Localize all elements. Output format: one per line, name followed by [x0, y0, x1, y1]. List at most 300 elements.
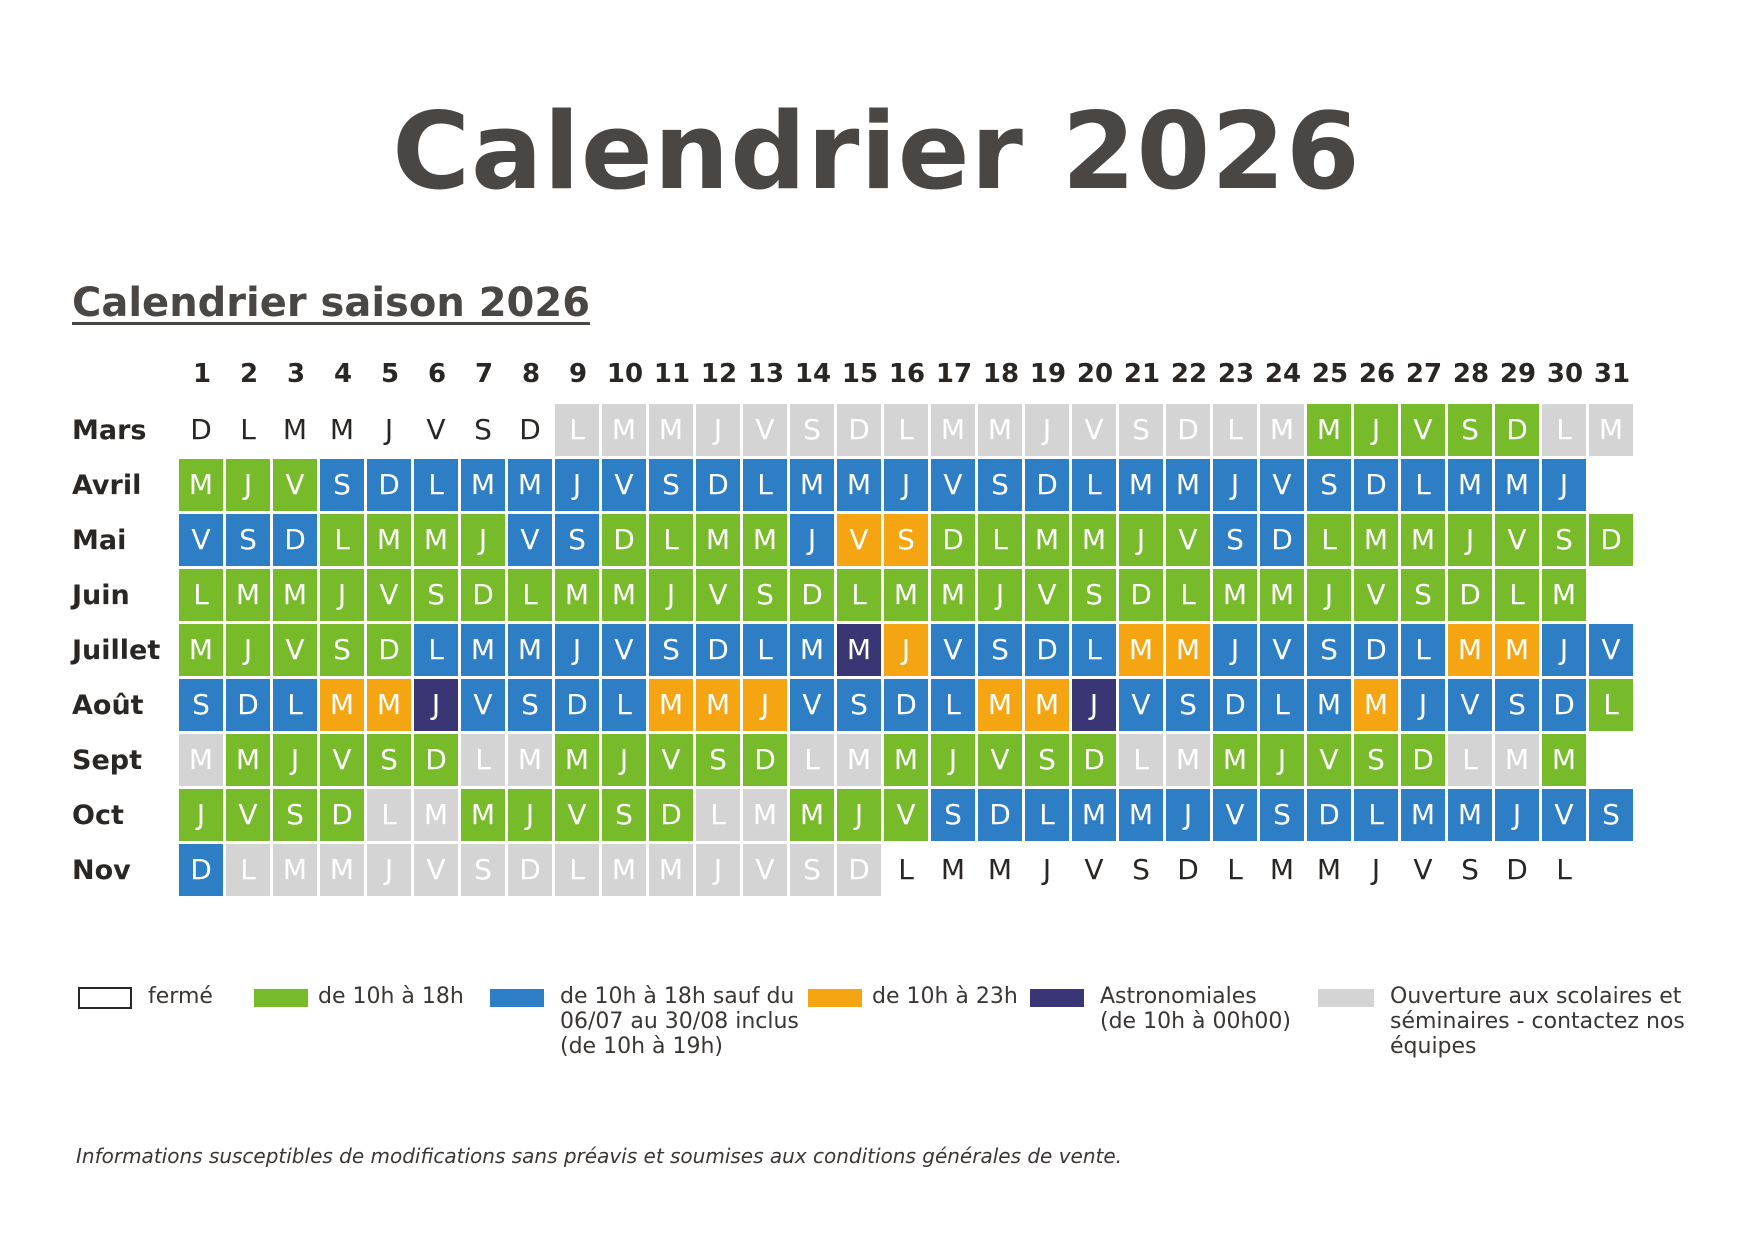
day-cell: D	[508, 844, 554, 898]
day-cell: L	[1401, 624, 1447, 678]
day-cell: M	[696, 679, 742, 733]
day-cell: M	[743, 514, 789, 568]
day-cell: M	[1448, 624, 1494, 678]
day-cell: M	[931, 569, 977, 623]
day-cell: M	[1166, 624, 1212, 678]
day-cell: S	[1119, 404, 1165, 458]
day-cell: L	[1119, 734, 1165, 788]
day-number-header: 16	[888, 359, 926, 389]
day-cell: D	[1213, 679, 1259, 733]
day-cell: S	[1213, 514, 1259, 568]
day-cell: M	[367, 514, 413, 568]
day-cell: M	[1166, 459, 1212, 513]
day-cell: J	[367, 844, 413, 898]
day-cell: M	[837, 459, 883, 513]
day-cell: D	[696, 624, 742, 678]
day-cell: J	[1307, 569, 1353, 623]
day-cell: L	[1072, 459, 1118, 513]
day-cell: S	[978, 459, 1024, 513]
month-label: Oct	[72, 800, 124, 831]
day-cell: S	[978, 624, 1024, 678]
day-cell: M	[790, 459, 836, 513]
day-cell: M	[1119, 624, 1165, 678]
day-cell: M	[273, 844, 319, 898]
day-cell: S	[1119, 844, 1165, 898]
day-cell: S	[696, 734, 742, 788]
day-cell: D	[179, 404, 225, 458]
day-cell: V	[1213, 789, 1259, 843]
day-cell: V	[508, 514, 554, 568]
month-label: Avril	[72, 470, 142, 501]
day-cell: S	[555, 514, 601, 568]
day-cell: S	[1448, 844, 1494, 898]
month-label: Sept	[72, 745, 142, 776]
day-cell: M	[602, 404, 648, 458]
day-cell: D	[1072, 734, 1118, 788]
day-cell: L	[1072, 624, 1118, 678]
day-cell: M	[696, 514, 742, 568]
day-cell: J	[555, 459, 601, 513]
day-cell: J	[1025, 404, 1071, 458]
day-cell: M	[1260, 844, 1306, 898]
day-cell: J	[1260, 734, 1306, 788]
day-number-header: 31	[1593, 359, 1631, 389]
day-cell: D	[931, 514, 977, 568]
day-cell: M	[555, 734, 601, 788]
day-cell: L	[414, 624, 460, 678]
day-cell: M	[978, 679, 1024, 733]
day-number-header: 19	[1029, 359, 1067, 389]
day-cell: V	[931, 624, 977, 678]
day-cell: V	[1589, 624, 1635, 678]
day-cell: D	[884, 679, 930, 733]
day-cell: S	[790, 844, 836, 898]
day-cell: D	[555, 679, 601, 733]
day-cell: D	[1166, 844, 1212, 898]
day-cell: S	[743, 569, 789, 623]
day-cell: J	[790, 514, 836, 568]
day-cell: J	[320, 569, 366, 623]
day-cell: S	[790, 404, 836, 458]
day-cell: J	[1025, 844, 1071, 898]
day-cell: V	[696, 569, 742, 623]
day-cell: J	[1354, 404, 1400, 458]
legend-swatch-blue	[490, 989, 544, 1007]
day-cell: V	[1542, 789, 1588, 843]
day-cell: M	[226, 569, 272, 623]
day-cell: L	[884, 404, 930, 458]
day-cell: J	[508, 789, 554, 843]
day-cell: V	[743, 404, 789, 458]
day-cell: M	[931, 844, 977, 898]
day-cell: M	[649, 404, 695, 458]
day-number-header: 6	[427, 359, 447, 389]
month-label: Mars	[72, 415, 147, 446]
day-cell: S	[414, 569, 460, 623]
day-cell: M	[1025, 679, 1071, 733]
day-number-header: 10	[606, 359, 644, 389]
day-cell: M	[884, 734, 930, 788]
legend-label-purple: Astronomiales (de 10h à 00h00)	[1100, 984, 1291, 1034]
day-number-header: 9	[568, 359, 588, 389]
day-cell: L	[1448, 734, 1494, 788]
day-cell: V	[1166, 514, 1212, 568]
day-cell: M	[837, 734, 883, 788]
day-cell: D	[1495, 404, 1541, 458]
month-label: Juillet	[72, 635, 161, 666]
day-cell: J	[179, 789, 225, 843]
day-cell: V	[1119, 679, 1165, 733]
legend-label-green: de 10h à 18h	[318, 984, 464, 1009]
day-cell: M	[461, 624, 507, 678]
day-cell: V	[884, 789, 930, 843]
day-cell: J	[884, 624, 930, 678]
day-cell: L	[1213, 404, 1259, 458]
day-number-header: 27	[1405, 359, 1443, 389]
day-cell: J	[649, 569, 695, 623]
legend-label-blue: de 10h à 18h sauf du 06/07 au 30/08 inclus (de 10h à 19h)	[560, 984, 799, 1059]
day-number-header: 21	[1123, 359, 1161, 389]
day-number-header: 11	[653, 359, 691, 389]
day-cell: V	[837, 514, 883, 568]
month-label: Mai	[72, 525, 127, 556]
day-cell: D	[320, 789, 366, 843]
day-cell: V	[602, 459, 648, 513]
day-number-header: 24	[1264, 359, 1302, 389]
day-cell: M	[1213, 569, 1259, 623]
day-number-header: 30	[1546, 359, 1584, 389]
day-cell: M	[790, 624, 836, 678]
day-cell: S	[1401, 569, 1447, 623]
day-number-header: 18	[982, 359, 1020, 389]
day-cell: M	[1542, 734, 1588, 788]
day-cell: S	[1307, 624, 1353, 678]
day-cell: V	[978, 734, 1024, 788]
day-cell: M	[1307, 404, 1353, 458]
day-cell: V	[414, 844, 460, 898]
day-cell: M	[1495, 459, 1541, 513]
day-cell: M	[1119, 789, 1165, 843]
page-title: Calendrier 2026	[392, 90, 1361, 213]
day-cell: V	[649, 734, 695, 788]
day-cell: D	[1025, 459, 1071, 513]
day-cell: L	[1307, 514, 1353, 568]
day-cell: M	[1448, 459, 1494, 513]
day-cell: L	[179, 569, 225, 623]
day-cell: M	[555, 569, 601, 623]
day-cell: M	[1495, 624, 1541, 678]
day-cell: J	[1213, 459, 1259, 513]
legend-label-gray: Ouverture aux scolaires et séminaires - contactez nos équipes	[1390, 984, 1685, 1059]
legend-label-orange: de 10h à 23h	[872, 984, 1018, 1009]
day-cell: J	[1542, 459, 1588, 513]
day-cell: M	[414, 789, 460, 843]
day-cell: D	[1401, 734, 1447, 788]
day-cell: S	[931, 789, 977, 843]
day-cell: J	[837, 789, 883, 843]
footnote: Informations susceptibles de modifications sans préavis et soumises aux conditions générales de vente.	[76, 1144, 1123, 1168]
day-cell: L	[931, 679, 977, 733]
day-cell: V	[1072, 844, 1118, 898]
day-cell: L	[1589, 679, 1635, 733]
day-cell: M	[1307, 679, 1353, 733]
day-cell: M	[1354, 679, 1400, 733]
day-cell: D	[414, 734, 460, 788]
day-cell: L	[978, 514, 1024, 568]
month-label: Nov	[72, 855, 131, 886]
day-number-header: 1	[192, 359, 212, 389]
day-cell: M	[1542, 569, 1588, 623]
day-cell: L	[884, 844, 930, 898]
day-cell: M	[790, 789, 836, 843]
day-cell: M	[1401, 514, 1447, 568]
day-cell: V	[461, 679, 507, 733]
day-cell: S	[1354, 734, 1400, 788]
day-cell: V	[1072, 404, 1118, 458]
day-cell: D	[1354, 459, 1400, 513]
day-cell: S	[461, 844, 507, 898]
day-cell: J	[1119, 514, 1165, 568]
day-cell: J	[884, 459, 930, 513]
day-cell: J	[461, 514, 507, 568]
day-cell: M	[1495, 734, 1541, 788]
day-cell: J	[226, 624, 272, 678]
day-cell: S	[226, 514, 272, 568]
day-number-header: 26	[1358, 359, 1396, 389]
day-cell: V	[320, 734, 366, 788]
day-number-header: 20	[1076, 359, 1114, 389]
day-cell: L	[1542, 844, 1588, 898]
day-cell: V	[1307, 734, 1353, 788]
day-cell: D	[1260, 514, 1306, 568]
day-cell: L	[1354, 789, 1400, 843]
day-cell: L	[461, 734, 507, 788]
day-cell: J	[555, 624, 601, 678]
legend-label-closed: fermé	[148, 984, 213, 1009]
day-cell: S	[1495, 679, 1541, 733]
month-label: Juin	[72, 580, 130, 611]
day-cell: V	[1401, 404, 1447, 458]
day-cell: J	[931, 734, 977, 788]
day-cell: D	[367, 624, 413, 678]
day-cell: L	[1025, 789, 1071, 843]
day-cell: D	[508, 404, 554, 458]
day-cell: M	[320, 844, 366, 898]
day-cell: L	[508, 569, 554, 623]
day-cell: L	[1495, 569, 1541, 623]
day-cell: M	[179, 624, 225, 678]
day-cell: J	[1072, 679, 1118, 733]
day-cell: L	[414, 459, 460, 513]
day-cell: M	[367, 679, 413, 733]
day-cell: M	[273, 404, 319, 458]
day-cell: L	[1260, 679, 1306, 733]
day-cell: J	[1448, 514, 1494, 568]
day-cell: D	[696, 459, 742, 513]
day-cell: M	[414, 514, 460, 568]
day-cell: M	[320, 679, 366, 733]
day-cell: J	[1401, 679, 1447, 733]
day-cell: M	[508, 459, 554, 513]
legend-swatch-purple	[1030, 989, 1084, 1007]
day-cell: J	[1495, 789, 1541, 843]
day-number-header: 2	[239, 359, 259, 389]
day-cell: D	[1589, 514, 1635, 568]
legend-swatch-green	[254, 989, 308, 1007]
day-number-header: 13	[747, 359, 785, 389]
day-cell: M	[1589, 404, 1635, 458]
day-cell: J	[367, 404, 413, 458]
day-cell: L	[1401, 459, 1447, 513]
day-cell: D	[837, 404, 883, 458]
day-cell: V	[226, 789, 272, 843]
day-cell: D	[1025, 624, 1071, 678]
day-cell: M	[461, 459, 507, 513]
day-cell: M	[743, 789, 789, 843]
day-cell: M	[1213, 734, 1259, 788]
day-cell: D	[1307, 789, 1353, 843]
day-number-header: 25	[1311, 359, 1349, 389]
day-cell: L	[837, 569, 883, 623]
day-cell: V	[790, 679, 836, 733]
day-cell: S	[884, 514, 930, 568]
day-cell: V	[367, 569, 413, 623]
day-cell: M	[508, 734, 554, 788]
day-cell: M	[1307, 844, 1353, 898]
day-number-header: 22	[1170, 359, 1208, 389]
day-cell: V	[1401, 844, 1447, 898]
day-cell: J	[696, 844, 742, 898]
day-cell: M	[1119, 459, 1165, 513]
day-cell: L	[649, 514, 695, 568]
day-cell: D	[1119, 569, 1165, 623]
day-cell: S	[273, 789, 319, 843]
day-cell: M	[649, 679, 695, 733]
day-cell: L	[696, 789, 742, 843]
day-number-header: 17	[935, 359, 973, 389]
day-number-header: 8	[521, 359, 541, 389]
day-cell: V	[1260, 459, 1306, 513]
day-cell: M	[978, 404, 1024, 458]
day-cell: M	[1166, 734, 1212, 788]
day-cell: M	[226, 734, 272, 788]
day-cell: J	[743, 679, 789, 733]
day-number-header: 7	[474, 359, 494, 389]
day-cell: L	[1166, 569, 1212, 623]
day-cell: D	[837, 844, 883, 898]
day-cell: M	[1260, 569, 1306, 623]
day-cell: D	[790, 569, 836, 623]
day-number-header: 3	[286, 359, 306, 389]
day-cell: M	[1072, 789, 1118, 843]
day-cell: L	[226, 844, 272, 898]
day-number-header: 29	[1499, 359, 1537, 389]
day-cell: L	[226, 404, 272, 458]
day-cell: J	[696, 404, 742, 458]
day-cell: J	[1213, 624, 1259, 678]
day-cell: D	[1448, 569, 1494, 623]
day-cell: D	[179, 844, 225, 898]
day-number-header: 28	[1452, 359, 1490, 389]
day-number-header: 12	[700, 359, 738, 389]
day-cell: M	[837, 624, 883, 678]
day-cell: S	[367, 734, 413, 788]
day-cell: D	[743, 734, 789, 788]
day-cell: S	[1025, 734, 1071, 788]
day-cell: D	[1166, 404, 1212, 458]
day-cell: L	[273, 679, 319, 733]
day-cell: M	[179, 734, 225, 788]
day-cell: D	[461, 569, 507, 623]
day-cell: M	[649, 844, 695, 898]
legend-swatch-orange	[808, 989, 862, 1007]
day-cell: D	[1542, 679, 1588, 733]
day-cell: V	[179, 514, 225, 568]
day-cell: V	[1448, 679, 1494, 733]
day-cell: S	[649, 459, 695, 513]
day-cell: M	[508, 624, 554, 678]
day-cell: D	[602, 514, 648, 568]
day-cell: M	[602, 569, 648, 623]
day-cell: D	[226, 679, 272, 733]
day-cell: L	[743, 459, 789, 513]
day-cell: D	[1354, 624, 1400, 678]
day-cell: V	[1260, 624, 1306, 678]
day-cell: L	[320, 514, 366, 568]
day-cell: M	[1025, 514, 1071, 568]
day-cell: L	[602, 679, 648, 733]
day-cell: V	[743, 844, 789, 898]
day-cell: S	[320, 459, 366, 513]
day-cell: V	[931, 459, 977, 513]
legend-swatch-closed	[78, 987, 132, 1009]
day-cell: V	[273, 624, 319, 678]
day-cell: S	[649, 624, 695, 678]
day-cell: S	[1072, 569, 1118, 623]
day-cell: S	[179, 679, 225, 733]
day-cell: D	[1495, 844, 1541, 898]
day-cell: S	[1307, 459, 1353, 513]
legend-swatch-gray	[1318, 989, 1374, 1007]
day-cell: L	[555, 404, 601, 458]
day-cell: S	[320, 624, 366, 678]
day-cell: M	[273, 569, 319, 623]
day-cell: D	[978, 789, 1024, 843]
day-cell: D	[367, 459, 413, 513]
day-number-header: 23	[1217, 359, 1255, 389]
day-cell: S	[508, 679, 554, 733]
day-cell: J	[602, 734, 648, 788]
day-cell: L	[1542, 404, 1588, 458]
day-cell: V	[1025, 569, 1071, 623]
day-cell: S	[1260, 789, 1306, 843]
day-cell: M	[884, 569, 930, 623]
day-cell: S	[1448, 404, 1494, 458]
day-cell: J	[1354, 844, 1400, 898]
day-cell: L	[367, 789, 413, 843]
day-cell: S	[602, 789, 648, 843]
day-cell: J	[1542, 624, 1588, 678]
day-number-header: 15	[841, 359, 879, 389]
day-cell: V	[602, 624, 648, 678]
day-cell: L	[743, 624, 789, 678]
day-cell: L	[555, 844, 601, 898]
day-cell: J	[1166, 789, 1212, 843]
day-cell: S	[1166, 679, 1212, 733]
day-cell: V	[414, 404, 460, 458]
day-cell: M	[1260, 404, 1306, 458]
day-cell: M	[320, 404, 366, 458]
